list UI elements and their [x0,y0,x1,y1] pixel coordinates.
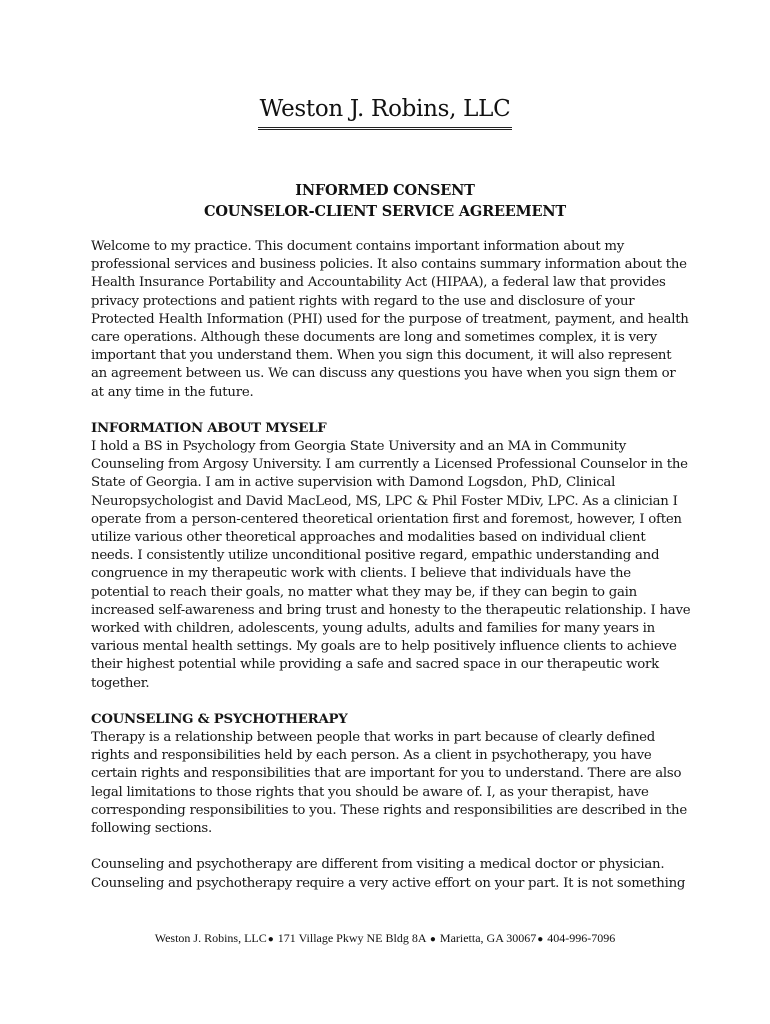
page-footer [0,931,770,946]
letterhead [0,94,770,130]
footer-city: Marietta, GA 30067 [439,931,537,945]
title-line-service-agreement: COUNSELOR-CLIENT SERVICE AGREEMENT [203,203,566,220]
section-heading-about-myself: INFORMATION ABOUT MYSELF [91,420,327,436]
document-body [91,238,691,911]
section-text-about-myself: I hold a BS in Psychology from Georgia State University and an MA in Community Counseling from Argosy University. I am currently a Licensed Professional Counselor in the State of Georgia. I am in active supervision with Damond Logsdon, PhD, Clinical Neuropsychologist and David MacLeod, MS, LPC & Phil Foster MDiv, LPC. As a clinician I operate from a person-centered theoretical orientation first and foremost, however, I often utilize various other theoretical approaches and modalities based on individual client needs. I consistently utilize unconditional positive regard, empathic understanding and congruence in my therapeutic work with clients. I believe that individuals have the potential to reach their goals, no matter what they may be, if they can begin to gain increased self-awareness and bring trust and honesty to the therapeutic relationship. I have worked with children, adolescents, young adults, adults and families for many years in various mental health settings. My goals are to help positively influence clients to achieve their highest potential while providing a safe and sacred space in our therapeutic work together. [91,439,691,691]
intro-paragraph: Welcome to my practice. This document contains important information about my professional services and business policies. It also contains summary information about the Health Insurance Portability and Accountability Act (HIPAA), a federal law that provides privacy protections and patient rights with regard to the use and disclosure of your Protected Health Information (PHI) used for the purpose of treatment, payment, and health care operations. Although these documents are long and sometimes complex, it is very important that you understand them. When you sign this document, it will also represent an agreement between us. We can discuss any questions you have when you sign them or at any time in the future. [91,239,689,400]
section-text-counseling: Therapy is a relationship between people that works in part because of clearly defined rights and responsibilities held by each person. As a client in psychotherapy, you have certain rights and responsibilities that are important for you to understand. There are also legal limitations to those rights that you should be aware of. I, as your therapist, have corresponding responsibilities to you. These rights and responsibilities are described in the following sections. [91,730,687,837]
title-line-informed-consent: INFORMED CONSENT [295,182,475,199]
section-counseling [91,711,691,838]
firm-name-heading: Weston J. Robins, LLC [258,94,513,130]
section-heading-counseling: COUNSELING & PSYCHOTHERAPY [91,711,348,727]
footer-address: 171 Village Pkwy NE Bldg 8A [277,931,426,945]
section-about-myself [91,420,691,693]
counseling-continuation-paragraph: Counseling and psychotherapy are different from visiting a medical doctor or physician. Counseling and psychotherapy require a very active effort on your part. It is not something [91,857,686,891]
footer-phone: 404-996-7096 [547,931,616,945]
footer-separator: ● [429,934,436,945]
footer-firm: Weston J. Robins, LLC [154,931,267,945]
document-title [0,180,770,222]
footer-separator: ● [537,934,544,945]
footer-separator: ● [267,934,274,945]
